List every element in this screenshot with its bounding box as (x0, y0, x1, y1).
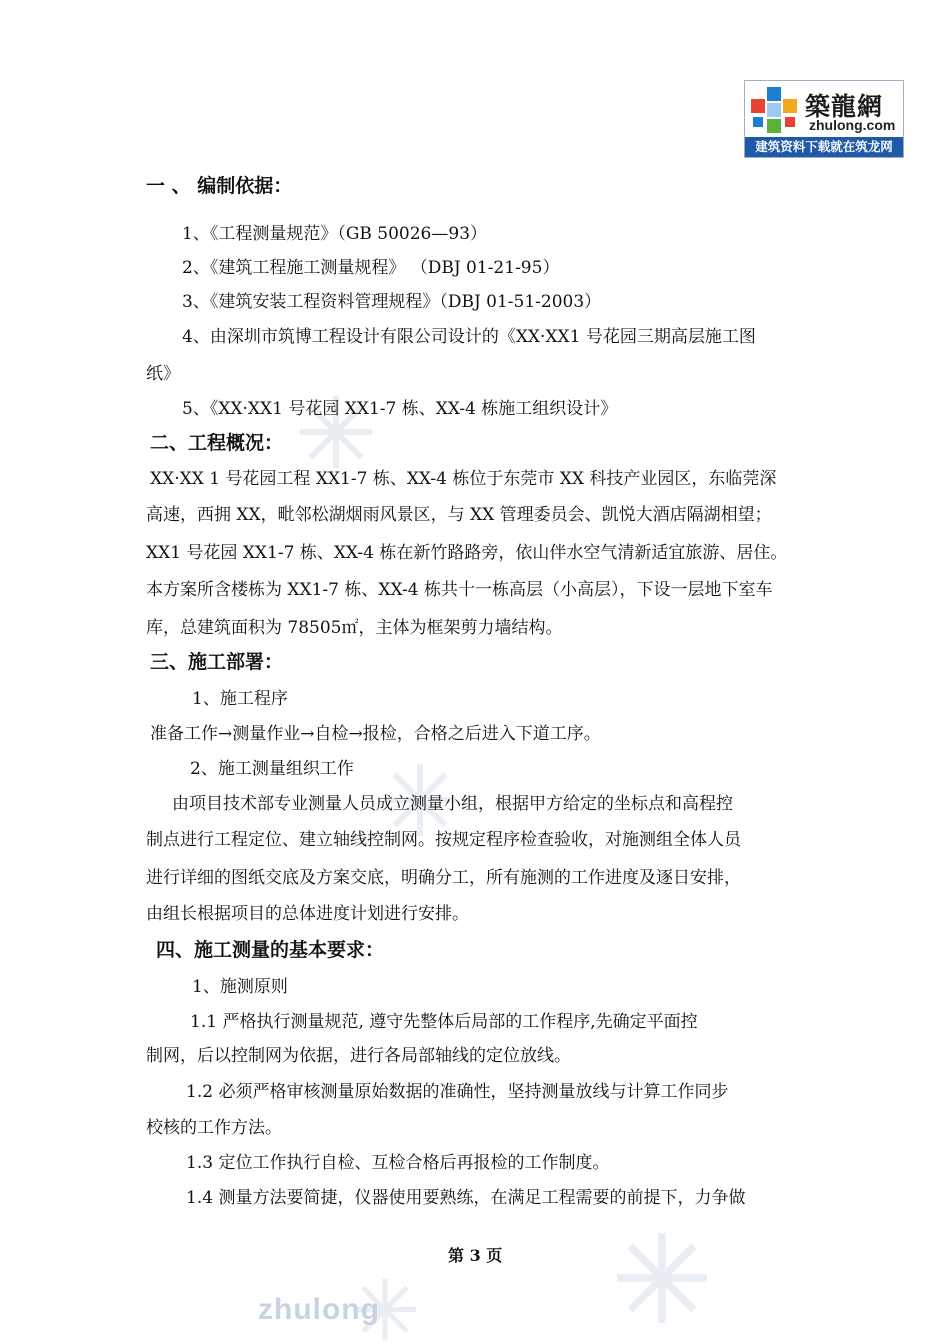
basis-item: 5、《XX·XX1 号花园 XX1-7 栋、XX-4 栋施工组织设计》 (182, 399, 618, 419)
section-2-heading: 二、工程概况： (150, 432, 284, 454)
sub-heading: 1、施工程序 (192, 689, 288, 709)
watermark-snowflake-icon (612, 1228, 712, 1328)
section-3-heading: 三、施工部署： (150, 651, 284, 673)
basis-item: 1、《工程测量规范》（GB 50026—93） (182, 224, 488, 244)
organization-line: 由组长根据项目的总体进度计划进行安排。 (146, 904, 469, 924)
requirement-line: 1.4 测量方法要简捷，仪器使用要熟练，在满足工程需要的前提下，力争做 (186, 1188, 746, 1208)
basis-item: 2、《建筑工程施工测量规程》 （DBJ 01-21-95） (182, 258, 560, 278)
logo-slogan: 建筑资料下载就在筑龙网 (745, 137, 903, 157)
organization-line: 制点进行工程定位、建立轴线控制网。按规定程序检查验收，对施测组全体人员 (146, 830, 741, 850)
basis-item-continued: 纸》 (146, 364, 180, 384)
requirement-line: 校核的工作方法。 (146, 1118, 282, 1138)
procedure-flow: 准备工作→测量作业→自检→报检，合格之后进入下道工序。 (150, 724, 601, 744)
requirement-line: 1.1 严格执行测量规范, 遵守先整体后局部的工作程序,先确定平面控 (190, 1012, 698, 1032)
logo-domain: zhulong.com (809, 117, 896, 133)
logo-cube-icon (749, 85, 801, 135)
overview-line: 高速，西拥 XX，毗邻松湖烟雨风景区，与 XX 管理委员会、凯悦大酒店隔湖相望； (146, 505, 772, 525)
basis-item: 4、由深圳市筑博工程设计有限公司设计的《XX·XX1 号花园三期高层施工图 (182, 327, 756, 347)
organization-line: 由项目技术部专业测量人员成立测量小组，根据甲方给定的坐标点和高程控 (172, 794, 733, 814)
requirement-line: 制网，后以控制网为依据，进行各局部轴线的定位放线。 (146, 1046, 571, 1066)
section-1-heading: 一 、 编制依据： (146, 175, 293, 197)
section-4-heading: 四、施工测量的基本要求： (156, 939, 385, 961)
overview-line: XX1 号花园 XX1-7 栋、XX-4 栋在新竹路路旁，依山伴水空气清新适宜旅游、居住。 (146, 543, 788, 563)
requirement-line: 1.2 必须严格审核测量原始数据的准确性，坚持测量放线与计算工作同步 (186, 1082, 729, 1102)
page-number: 第 3 页 (448, 1246, 503, 1265)
basis-item: 3、《建筑安装工程资料管理规程》（DBJ 01-51-2003） (182, 292, 602, 312)
overview-line: 本方案所含楼栋为 XX1-7 栋、XX-4 栋共十一栋高层（小高层），下设一层地下室车 (146, 580, 773, 600)
overview-line: XX·XX 1 号花园工程 XX1-7 栋、XX-4 栋位于东莞市 XX 科技产业园区，东临莞深 (150, 469, 777, 489)
organization-line: 进行详细的图纸交底及方案交底，明确分工，所有施测的工作进度及逐日安排， (146, 868, 741, 888)
requirement-line: 1.3 定位工作执行自检、互检合格后再报检的工作制度。 (186, 1153, 610, 1173)
logo-name: 築龍網 (805, 92, 884, 121)
watermark-text: zhulong (258, 1293, 380, 1326)
sub-heading: 2、施工测量组织工作 (190, 759, 354, 779)
overview-line: 库，总建筑面积为 78505㎡，主体为框架剪力墙结构。 (146, 618, 563, 638)
sub-heading: 1、施测原则 (192, 977, 288, 997)
zhulong-logo (744, 80, 904, 158)
